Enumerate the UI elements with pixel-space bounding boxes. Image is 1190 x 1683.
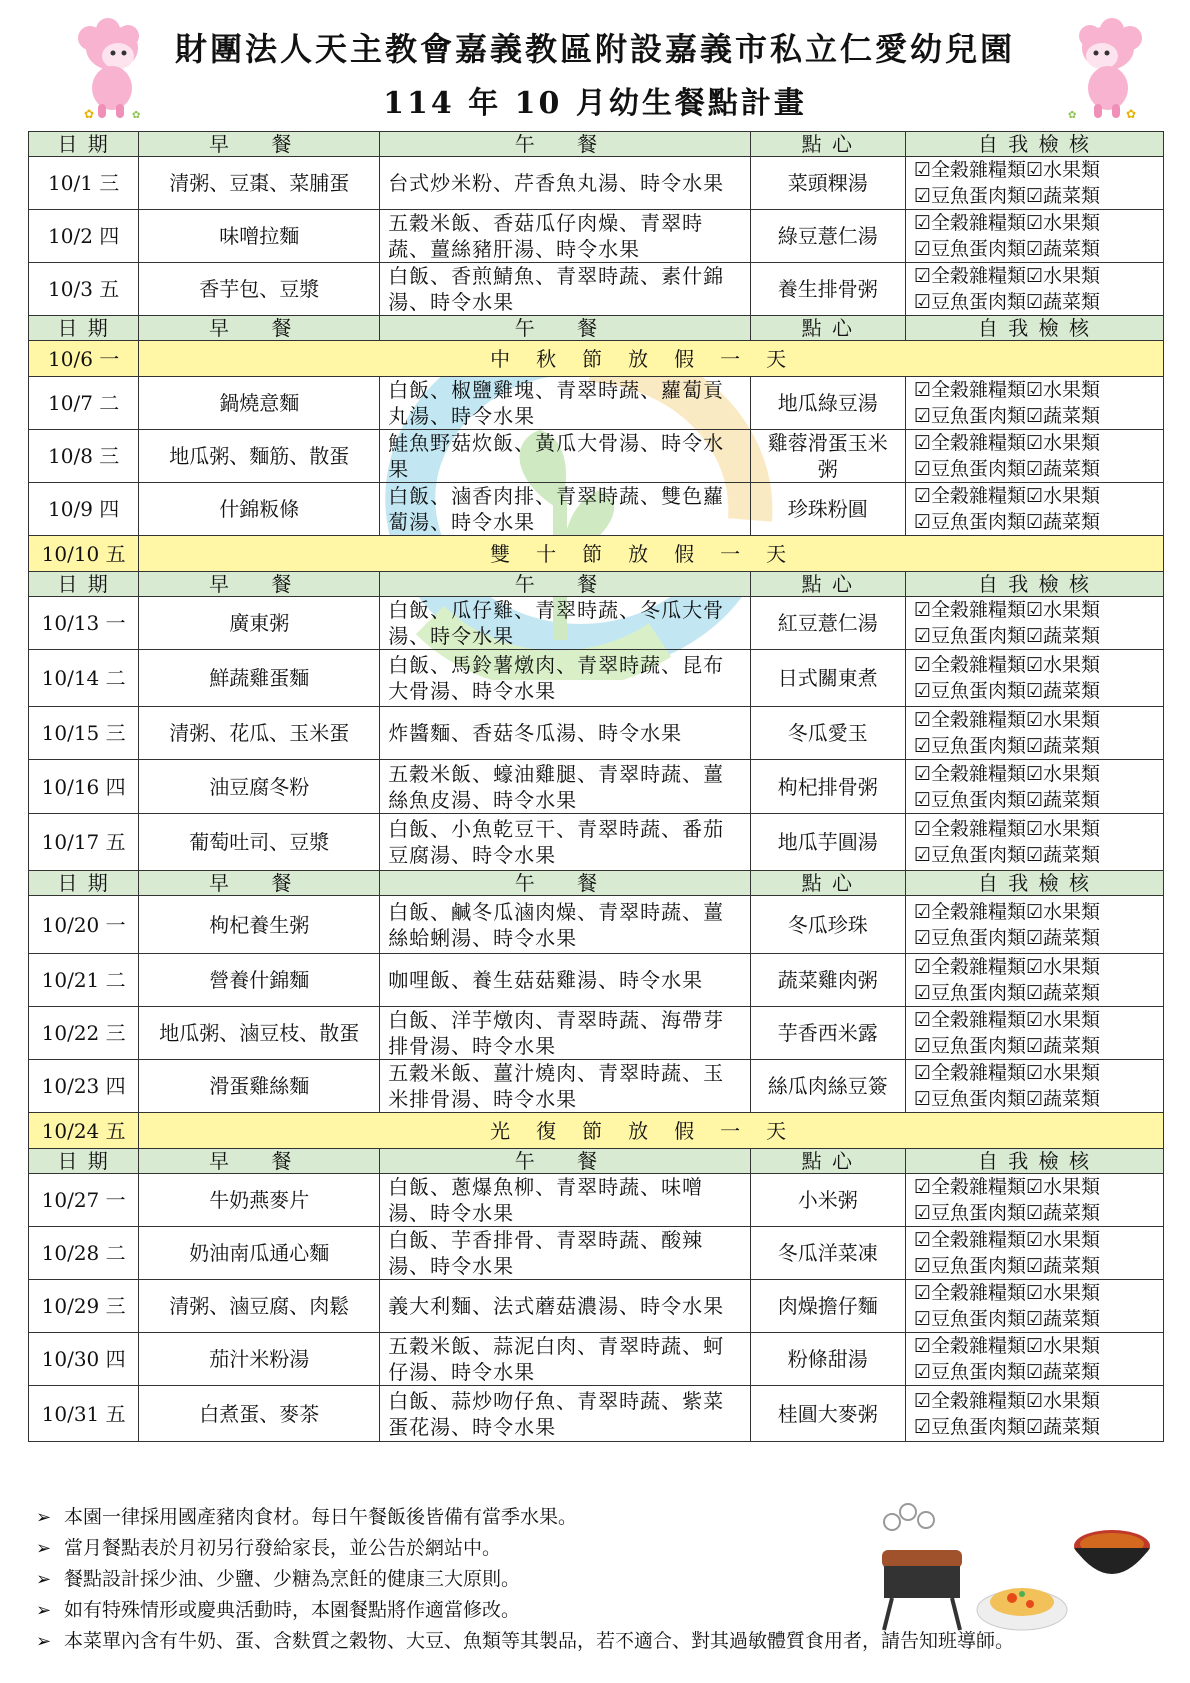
breakfast-cell: 奶油南瓜通心麵: [139, 1227, 380, 1280]
check-line-grains-fruit: ☑全穀雜糧類☑水果類: [913, 599, 1100, 621]
check-line-grains-fruit: ☑全穀雜糧類☑水果類: [913, 485, 1100, 507]
meal-day-row: [29, 483, 1164, 536]
kindergarten-name: 財團法人天主教會嘉義教區附設嘉義市私立仁愛幼兒園: [174, 30, 1015, 68]
snack-cell: 日式關東煮: [750, 650, 905, 707]
lunch-cell: 五穀米飯、薑汁燒肉、青翠時蔬、玉米排骨湯、時令水果: [380, 1060, 750, 1113]
lunch-cell: 白飯、香煎鯖魚、青翠時蔬、素什錦湯、時令水果: [380, 263, 750, 316]
lunch-cell: 白飯、芋香排骨、青翠時蔬、酸辣湯、時令水果: [380, 1227, 750, 1280]
snack-cell: 桂圓大麥粥: [750, 1386, 905, 1442]
check-line-protein-veg: ☑豆魚蛋肉類☑蔬菜類: [913, 511, 1100, 533]
self-check-cell: [905, 597, 1163, 650]
note-item: ➢ 如有特殊情形或慶典活動時，本園餐點將作適當修改。: [36, 1595, 1156, 1626]
arrow-bullet-icon: ➢: [36, 1507, 52, 1528]
check-line-protein-veg: ☑豆魚蛋肉類☑蔬菜類: [913, 405, 1100, 427]
svg-text:✿: ✿: [132, 110, 141, 121]
check-line-grains-fruit: ☑全穀雜糧類☑水果類: [913, 818, 1100, 840]
self-check-cell: [905, 896, 1163, 954]
breakfast-cell: 牛奶燕麥片: [139, 1174, 380, 1227]
table-header-row: [29, 316, 1164, 341]
meal-day-row: [29, 263, 1164, 316]
col-header-lunch: 午 餐: [380, 572, 750, 597]
menu-title: 114 年 10 月幼生餐點計畫: [383, 86, 807, 121]
date-cell: 10/22 三: [29, 1007, 139, 1060]
self-check-cell: [905, 1386, 1163, 1442]
lunch-cell: 五穀米飯、香菇瓜仔肉燥、青翠時蔬、薑絲豬肝湯、時令水果: [380, 210, 750, 263]
breakfast-cell: 香芋包、豆漿: [139, 263, 380, 316]
self-check-cell: [905, 1007, 1163, 1060]
col-header-snack: 點 心: [750, 572, 905, 597]
holiday-row: [29, 536, 1164, 572]
self-check-cell: [905, 377, 1163, 430]
breakfast-cell: 清粥、滷豆腐、肉鬆: [139, 1280, 380, 1333]
date-cell: 10/1 三: [29, 157, 139, 210]
sheep-mascot-icon: [1060, 18, 1150, 123]
table-header-row: [29, 871, 1164, 896]
check-line-protein-veg: ☑豆魚蛋肉類☑蔬菜類: [913, 1088, 1100, 1110]
check-line-protein-veg: ☑豆魚蛋肉類☑蔬菜類: [913, 625, 1100, 647]
breakfast-cell: 葡萄吐司、豆漿: [139, 814, 380, 871]
col-header-breakfast: 早 餐: [139, 132, 380, 157]
snack-cell: 冬瓜洋菜凍: [750, 1227, 905, 1280]
lunch-cell: 台式炒米粉、芹香魚丸湯、時令水果: [380, 157, 750, 210]
snack-cell: 紅豆薏仁湯: [750, 597, 905, 650]
meal-day-row: [29, 430, 1164, 483]
check-line-grains-fruit: ☑全穀雜糧類☑水果類: [913, 432, 1100, 454]
table-header-row: [29, 132, 1164, 157]
meal-day-row: [29, 1227, 1164, 1280]
bbq-grill-icon: [882, 1504, 962, 1630]
meal-day-row: [29, 1280, 1164, 1333]
col-header-date: 日 期: [29, 871, 139, 896]
lunch-cell: 五穀米飯、蒜泥白肉、青翠時蔬、蚵仔湯、時令水果: [380, 1333, 750, 1386]
lunch-cell: 白飯、小魚乾豆干、青翠時蔬、番茄豆腐湯、時令水果: [380, 814, 750, 871]
date-cell: 10/30 四: [29, 1333, 139, 1386]
col-header-breakfast: 早 餐: [139, 316, 380, 341]
lunch-cell: 白飯、瓜仔雞、青翠時蔬、冬瓜大骨湯、時令水果: [380, 597, 750, 650]
date-cell: 10/2 四: [29, 210, 139, 263]
meal-day-row: [29, 954, 1164, 1007]
page-header: [0, 0, 1190, 125]
check-line-grains-fruit: ☑全穀雜糧類☑水果類: [913, 1009, 1100, 1031]
breakfast-cell: 營養什錦麵: [139, 954, 380, 1007]
col-header-lunch: 午 餐: [380, 1149, 750, 1174]
meal-day-row: [29, 377, 1164, 430]
date-cell: 10/27 一: [29, 1174, 139, 1227]
holiday-cell: [139, 536, 1164, 572]
meal-day-row: [29, 1386, 1164, 1442]
svg-text:✿: ✿: [1126, 107, 1137, 121]
breakfast-cell: 清粥、花瓜、玉米蛋: [139, 707, 380, 760]
check-line-protein-veg: ☑豆魚蛋肉類☑蔬菜類: [913, 1035, 1100, 1057]
check-line-protein-veg: ☑豆魚蛋肉類☑蔬菜類: [913, 1361, 1100, 1383]
breakfast-cell: 味噌拉麵: [139, 210, 380, 263]
date-cell: 10/29 三: [29, 1280, 139, 1333]
col-header-check: 自 我 檢 核: [905, 871, 1163, 896]
date-cell: 10/23 四: [29, 1060, 139, 1113]
snack-cell: 珍珠粉圓: [750, 483, 905, 536]
snack-cell: 絲瓜肉絲豆簽: [750, 1060, 905, 1113]
breakfast-cell: 枸杞養生粥: [139, 896, 380, 954]
breakfast-cell: 地瓜粥、滷豆枝、散蛋: [139, 1007, 380, 1060]
svg-text:✿: ✿: [84, 107, 95, 121]
check-line-protein-veg: ☑豆魚蛋肉類☑蔬菜類: [913, 185, 1100, 207]
meal-day-row: [29, 1007, 1164, 1060]
check-line-grains-fruit: ☑全穀雜糧類☑水果類: [913, 1176, 1100, 1198]
snack-cell: 地瓜芋圓湯: [750, 814, 905, 871]
holiday-cell: [139, 1113, 1164, 1149]
col-header-lunch: 午 餐: [380, 871, 750, 896]
check-line-protein-veg: ☑豆魚蛋肉類☑蔬菜類: [913, 1415, 1100, 1438]
check-line-protein-veg: ☑豆魚蛋肉類☑蔬菜類: [913, 844, 1100, 866]
meal-day-row: [29, 1060, 1164, 1113]
check-line-protein-veg: ☑豆魚蛋肉類☑蔬菜類: [913, 982, 1100, 1004]
meal-day-row: [29, 814, 1164, 871]
col-header-lunch: 午 餐: [380, 316, 750, 341]
self-check-cell: [905, 1333, 1163, 1386]
check-line-grains-fruit: ☑全穀雜糧類☑水果類: [913, 265, 1100, 287]
self-check-cell: [905, 814, 1163, 871]
check-line-grains-fruit: ☑全穀雜糧類☑水果類: [913, 709, 1100, 731]
col-header-breakfast: 早 餐: [139, 871, 380, 896]
self-check-cell: [905, 483, 1163, 536]
check-line-protein-veg: ☑豆魚蛋肉類☑蔬菜類: [913, 291, 1100, 313]
col-header-date: 日 期: [29, 1149, 139, 1174]
date-cell: 10/13 一: [29, 597, 139, 650]
breakfast-cell: 廣東粥: [139, 597, 380, 650]
snack-cell: 雞蓉滑蛋玉米粥: [750, 430, 905, 483]
col-header-snack: 點 心: [750, 1149, 905, 1174]
lunch-cell: 白飯、蒜炒吻仔魚、青翠時蔬、紫菜蛋花湯、時令水果: [380, 1386, 750, 1442]
breakfast-cell: 茄汁米粉湯: [139, 1333, 380, 1386]
snack-cell: 粉條甜湯: [750, 1333, 905, 1386]
lunch-cell: 鮭魚野菇炊飯、黃瓜大骨湯、時令水果: [380, 430, 750, 483]
holiday-cell: [139, 341, 1164, 377]
self-check-cell: [905, 210, 1163, 263]
check-line-grains-fruit: ☑全穀雜糧類☑水果類: [913, 762, 1100, 785]
snack-cell: 芋香西米露: [750, 1007, 905, 1060]
date-cell: 10/15 三: [29, 707, 139, 760]
check-line-grains-fruit: ☑全穀雜糧類☑水果類: [913, 900, 1100, 923]
self-check-cell: [905, 263, 1163, 316]
col-header-date: 日 期: [29, 572, 139, 597]
meal-day-row: [29, 760, 1164, 814]
arrow-bullet-icon: ➢: [36, 1538, 52, 1559]
check-line-grains-fruit: ☑全穀雜糧類☑水果類: [913, 1229, 1100, 1251]
date-cell: 10/16 四: [29, 760, 139, 814]
self-check-cell: [905, 157, 1163, 210]
col-header-snack: 點 心: [750, 871, 905, 896]
date-cell: 10/17 五: [29, 814, 139, 871]
snack-cell: 肉燥擔仔麵: [750, 1280, 905, 1333]
lunch-cell: 咖哩飯、養生菇菇雞湯、時令水果: [380, 954, 750, 1007]
breakfast-cell: 地瓜粥、麵筋、散蛋: [139, 430, 380, 483]
snack-cell: 綠豆薏仁湯: [750, 210, 905, 263]
check-line-grains-fruit: ☑全穀雜糧類☑水果類: [913, 1282, 1100, 1304]
date-cell: 10/9 四: [29, 483, 139, 536]
date-cell: 10/7 二: [29, 377, 139, 430]
col-header-snack: 點 心: [750, 132, 905, 157]
food-illustration: [872, 1500, 1162, 1640]
table-header-row: [29, 572, 1164, 597]
meal-day-row: [29, 650, 1164, 707]
meal-day-row: [29, 157, 1164, 210]
check-line-protein-veg: ☑豆魚蛋肉類☑蔬菜類: [913, 1202, 1100, 1224]
meal-day-row: [29, 896, 1164, 954]
holiday-text: 中秋節放假一天: [490, 346, 813, 371]
breakfast-cell: 白煮蛋、麥茶: [139, 1386, 380, 1442]
col-header-breakfast: 早 餐: [139, 572, 380, 597]
col-header-date: 日 期: [29, 316, 139, 341]
snack-cell: 枸杞排骨粥: [750, 760, 905, 814]
lunch-cell: 白飯、蔥爆魚柳、青翠時蔬、味噌湯、時令水果: [380, 1174, 750, 1227]
check-line-grains-fruit: ☑全穀雜糧類☑水果類: [913, 1389, 1100, 1412]
lunch-cell: 白飯、鹹冬瓜滷肉燥、青翠時蔬、薑絲蛤蜊湯、時令水果: [380, 896, 750, 954]
self-check-cell: [905, 1060, 1163, 1113]
note-item: ➢ 當月餐點表於月初另行發給家長，並公告於網站中。: [36, 1533, 1156, 1564]
self-check-cell: [905, 1280, 1163, 1333]
holiday-row: [29, 341, 1164, 377]
col-header-check: 自 我 檢 核: [905, 572, 1163, 597]
check-line-protein-veg: ☑豆魚蛋肉類☑蔬菜類: [913, 238, 1100, 260]
breakfast-cell: 清粥、豆棗、菜脯蛋: [139, 157, 380, 210]
meal-plan-body: [29, 132, 1164, 1442]
check-line-grains-fruit: ☑全穀雜糧類☑水果類: [913, 654, 1100, 676]
check-line-grains-fruit: ☑全穀雜糧類☑水果類: [913, 379, 1100, 401]
table-header-row: [29, 1149, 1164, 1174]
lunch-cell: 白飯、馬鈴薯燉肉、青翠時蔬、昆布大骨湯、時令水果: [380, 650, 750, 707]
breakfast-cell: 滑蛋雞絲麵: [139, 1060, 380, 1113]
check-line-protein-veg: ☑豆魚蛋肉類☑蔬菜類: [913, 735, 1100, 757]
arrow-bullet-icon: ➢: [36, 1600, 52, 1621]
date-cell: 10/14 二: [29, 650, 139, 707]
soup-bowl-icon: [1074, 1530, 1150, 1574]
lunch-cell: 白飯、洋芋燉肉、青翠時蔬、海帶芽排骨湯、時令水果: [380, 1007, 750, 1060]
col-header-snack: 點 心: [750, 316, 905, 341]
lunch-cell: 五穀米飯、蠔油雞腿、青翠時蔬、薑絲魚皮湯、時令水果: [380, 760, 750, 814]
date-cell: 10/21 二: [29, 954, 139, 1007]
holiday-row: [29, 1113, 1164, 1149]
date-cell: 10/20 一: [29, 896, 139, 954]
arrow-bullet-icon: ➢: [36, 1569, 52, 1590]
check-line-grains-fruit: ☑全穀雜糧類☑水果類: [913, 956, 1100, 978]
breakfast-cell: 鍋燒意麵: [139, 377, 380, 430]
self-check-cell: [905, 954, 1163, 1007]
holiday-text: 雙十節放假一天: [490, 541, 813, 566]
breakfast-cell: 油豆腐冬粉: [139, 760, 380, 814]
snack-cell: 菜頭粿湯: [750, 157, 905, 210]
self-check-cell: [905, 760, 1163, 814]
check-line-protein-veg: ☑豆魚蛋肉類☑蔬菜類: [913, 1255, 1100, 1277]
meal-day-row: [29, 1333, 1164, 1386]
date-cell: 10/24 五: [29, 1113, 139, 1149]
meal-day-row: [29, 210, 1164, 263]
self-check-cell: [905, 1227, 1163, 1280]
lunch-cell: 義大利麵、法式蘑菇濃湯、時令水果: [380, 1280, 750, 1333]
arrow-bullet-icon: ➢: [36, 1631, 52, 1652]
date-cell: 10/28 二: [29, 1227, 139, 1280]
col-header-check: 自 我 檢 核: [905, 1149, 1163, 1174]
breakfast-cell: 鮮蔬雞蛋麵: [139, 650, 380, 707]
check-line-protein-veg: ☑豆魚蛋肉類☑蔬菜類: [913, 458, 1100, 480]
snack-cell: 養生排骨粥: [750, 263, 905, 316]
meal-day-row: [29, 597, 1164, 650]
snack-cell: 冬瓜愛玉: [750, 707, 905, 760]
meal-day-row: [29, 707, 1164, 760]
col-header-breakfast: 早 餐: [139, 1149, 380, 1174]
self-check-cell: [905, 1174, 1163, 1227]
col-header-check: 自 我 檢 核: [905, 132, 1163, 157]
self-check-cell: [905, 707, 1163, 760]
date-cell: 10/6 一: [29, 341, 139, 377]
meal-plan-table: [28, 131, 1164, 1442]
check-line-grains-fruit: ☑全穀雜糧類☑水果類: [913, 212, 1100, 234]
self-check-cell: [905, 430, 1163, 483]
snack-cell: 蔬菜雞肉粥: [750, 954, 905, 1007]
snack-cell: 冬瓜珍珠: [750, 896, 905, 954]
svg-text:✿: ✿: [1068, 110, 1077, 121]
self-check-cell: [905, 650, 1163, 707]
lunch-cell: 炸醬麵、香菇冬瓜湯、時令水果: [380, 707, 750, 760]
date-cell: 10/3 五: [29, 263, 139, 316]
check-line-grains-fruit: ☑全穀雜糧類☑水果類: [913, 1062, 1100, 1084]
pasta-plate-icon: [977, 1588, 1067, 1630]
check-line-grains-fruit: ☑全穀雜糧類☑水果類: [913, 1335, 1100, 1357]
lunch-cell: 白飯、椒鹽雞塊、青翠時蔬、蘿蔔貢丸湯、時令水果: [380, 377, 750, 430]
breakfast-cell: 什錦粄條: [139, 483, 380, 536]
holiday-text: 光復節放假一天: [490, 1118, 813, 1143]
col-header-lunch: 午 餐: [380, 132, 750, 157]
check-line-protein-veg: ☑豆魚蛋肉類☑蔬菜類: [913, 1308, 1100, 1330]
snack-cell: 地瓜綠豆湯: [750, 377, 905, 430]
note-item: ➢ 本園一律採用國產豬肉食材。每日午餐飯後皆備有當季水果。: [36, 1502, 1156, 1533]
meal-day-row: [29, 1174, 1164, 1227]
note-item: ➢ 餐點設計採少油、少鹽、少糖為烹飪的健康三大原則。: [36, 1564, 1156, 1595]
col-header-date: 日 期: [29, 132, 139, 157]
date-cell: 10/10 五: [29, 536, 139, 572]
lunch-cell: 白飯、滷香肉排、青翠時蔬、雙色蘿蔔湯、時令水果: [380, 483, 750, 536]
check-line-grains-fruit: ☑全穀雜糧類☑水果類: [913, 159, 1100, 181]
col-header-check: 自 我 檢 核: [905, 316, 1163, 341]
date-cell: 10/31 五: [29, 1386, 139, 1442]
check-line-protein-veg: ☑豆魚蛋肉類☑蔬菜類: [913, 788, 1100, 811]
check-line-protein-veg: ☑豆魚蛋肉類☑蔬菜類: [913, 680, 1100, 702]
snack-cell: 小米粥: [750, 1174, 905, 1227]
check-line-protein-veg: ☑豆魚蛋肉類☑蔬菜類: [913, 926, 1100, 949]
note-item: ➢ 本菜單內含有牛奶、蛋、含麩質之穀物、大豆、魚類等其製品，若不適合、對其過敏體質食用者，請告知班導師。: [36, 1626, 1156, 1657]
date-cell: 10/8 三: [29, 430, 139, 483]
